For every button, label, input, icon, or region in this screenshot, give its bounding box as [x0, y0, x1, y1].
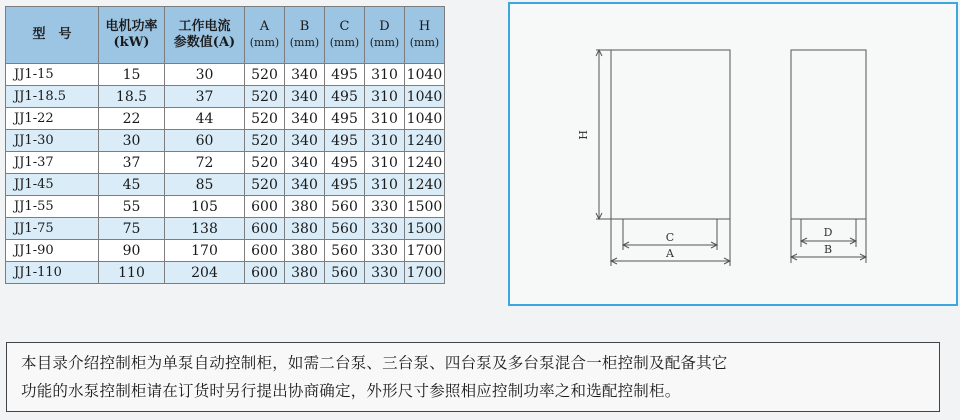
table-cell: JJ1-90: [6, 240, 99, 262]
table-cell: 330: [365, 218, 405, 240]
table-cell: 30: [165, 64, 245, 86]
table-cell: 560: [325, 240, 365, 262]
table-cell: 1500: [405, 196, 445, 218]
table-cell: JJ1-55: [6, 196, 99, 218]
table-cell: 138: [165, 218, 245, 240]
table-cell: 44: [165, 108, 245, 130]
header-c: C (mm): [325, 7, 365, 64]
table-cell: JJ1-110: [6, 262, 99, 284]
table-cell: 170: [165, 240, 245, 262]
table-cell: 380: [285, 262, 325, 284]
table-cell: 495: [325, 152, 365, 174]
table-cell: 310: [365, 86, 405, 108]
table-cell: 1700: [405, 262, 445, 284]
table-cell: 380: [285, 218, 325, 240]
table-cell: 330: [365, 262, 405, 284]
table-cell: JJ1-37: [6, 152, 99, 174]
table-cell: 495: [325, 86, 365, 108]
table-cell: 520: [245, 64, 285, 86]
note-line-1: 本目录介绍控制柜为单泵自动控制柜，如需二台泵、三台泵、四台泵及多台泵混合一柜控制及配备其它: [21, 354, 728, 372]
table-cell: 340: [285, 152, 325, 174]
table-cell: 1240: [405, 130, 445, 152]
header-current: 工作电流 参数值(A): [165, 7, 245, 64]
table-header-row: [6, 7, 445, 64]
table-cell: JJ1-15: [6, 64, 99, 86]
table-cell: JJ1-22: [6, 108, 99, 130]
table-cell: 560: [325, 218, 365, 240]
table-cell: 600: [245, 218, 285, 240]
table-cell: 520: [245, 174, 285, 196]
front-view-outline: [611, 50, 730, 219]
table-cell: 55: [99, 196, 165, 218]
table-cell: 560: [325, 262, 365, 284]
table-cell: 18.5: [99, 86, 165, 108]
table-cell: 495: [325, 130, 365, 152]
table-cell: 495: [325, 64, 365, 86]
table-cell: 310: [365, 152, 405, 174]
table-cell: 1500: [405, 218, 445, 240]
note-line-2: 功能的水泵控制柜请在订货时另行提出协商确定，外形尺寸参照相应控制功率之和选配控制柜。: [21, 382, 681, 400]
label-h: H: [577, 130, 590, 140]
label-b: B: [823, 243, 833, 256]
table-cell: 520: [245, 86, 285, 108]
table-cell: 37: [99, 152, 165, 174]
table-row: [6, 196, 445, 218]
header-b: B (mm): [285, 7, 325, 64]
table-cell: 72: [165, 152, 245, 174]
side-view-outline: [791, 50, 866, 219]
table-cell: 30: [99, 130, 165, 152]
table-cell: 75: [99, 218, 165, 240]
table-cell: 380: [285, 196, 325, 218]
header-d: D (mm): [365, 7, 405, 64]
label-a: A: [666, 247, 674, 260]
table-cell: 310: [365, 108, 405, 130]
table-cell: 495: [325, 174, 365, 196]
table-cell: 310: [365, 130, 405, 152]
table-cell: 1700: [405, 240, 445, 262]
header-power: 电机功率 (kW): [99, 7, 165, 64]
table-cell: 330: [365, 196, 405, 218]
table-row: [6, 218, 445, 240]
table-cell: 1240: [405, 152, 445, 174]
table-cell: 105: [165, 196, 245, 218]
table-cell: JJ1-30: [6, 130, 99, 152]
table-cell: 37: [165, 86, 245, 108]
table-cell: 340: [285, 64, 325, 86]
header-model: 型 号: [6, 7, 99, 64]
table-cell: 600: [245, 262, 285, 284]
table-cell: 340: [285, 130, 325, 152]
table-row: [6, 152, 445, 174]
table-cell: 520: [245, 108, 285, 130]
table-cell: 330: [365, 240, 405, 262]
table-row: [6, 86, 445, 108]
table-cell: 600: [245, 196, 285, 218]
ordering-note: [6, 342, 940, 412]
cabinet-dimension-diagram: [508, 2, 958, 306]
table-cell: 310: [365, 64, 405, 86]
header-a: A (mm): [245, 7, 285, 64]
table-cell: 45: [99, 174, 165, 196]
table-cell: 340: [285, 86, 325, 108]
label-c: C: [665, 231, 675, 244]
table-cell: 560: [325, 196, 365, 218]
spec-table: [5, 6, 445, 284]
table-cell: 600: [245, 240, 285, 262]
table-row: [6, 240, 445, 262]
table-cell: JJ1-75: [6, 218, 99, 240]
header-h: H (mm): [405, 7, 445, 64]
table-cell: 85: [165, 174, 245, 196]
table-cell: 1240: [405, 174, 445, 196]
table-row: [6, 64, 445, 86]
table-cell: 1040: [405, 86, 445, 108]
table-cell: 520: [245, 130, 285, 152]
table-row: [6, 174, 445, 196]
table-cell: JJ1-18.5: [6, 86, 99, 108]
table-cell: 340: [285, 108, 325, 130]
table-cell: 22: [99, 108, 165, 130]
table-cell: 1040: [405, 108, 445, 130]
table-cell: 310: [365, 174, 405, 196]
table-row: [6, 108, 445, 130]
table-cell: 110: [99, 262, 165, 284]
table-row: [6, 130, 445, 152]
table-cell: 520: [245, 152, 285, 174]
table-cell: 380: [285, 240, 325, 262]
table-row: [6, 262, 445, 284]
table-cell: 1040: [405, 64, 445, 86]
table-cell: 204: [165, 262, 245, 284]
table-cell: 495: [325, 108, 365, 130]
dimension-drawing: [510, 4, 956, 304]
table-cell: 90: [99, 240, 165, 262]
table-cell: 60: [165, 130, 245, 152]
label-d: D: [823, 226, 833, 239]
table-cell: 340: [285, 174, 325, 196]
table-cell: 15: [99, 64, 165, 86]
table-cell: JJ1-45: [6, 174, 99, 196]
